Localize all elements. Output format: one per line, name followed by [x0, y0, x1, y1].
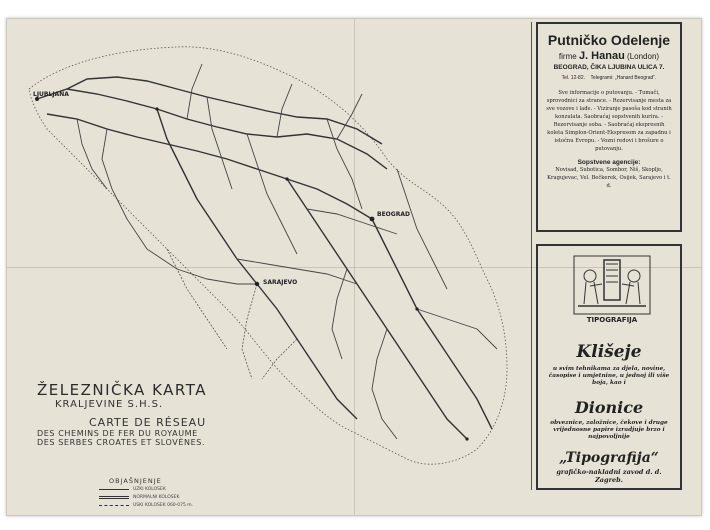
narrow-gauge-lines [167, 249, 297, 379]
printing-house-advertisement [536, 244, 682, 490]
column-divider [531, 22, 532, 490]
ad-print-kliseje-desc: u svim tehnikama za djela, novine, časopise i umjetnine, u jednoj ili više boja, kao i [548, 366, 670, 386]
ad-print-kliseje: Klišeje [576, 342, 642, 362]
ad-travel-body: Sve informacije o putovanju. - Tumači, sprovodnici za strance. - Rezervisanje mesta za sve vozove i lađe. - Viziranje pasoša kod stranih konzulata. Saobraćaj sopstvenih kurira. - Rezervisanje soba. - Saobraćaj ekspresnih koleta Simplon-Orient-Ekspresom za zapadnu i istočnu Evropu. - Vozni redovi i brošure o putovanju. [546, 90, 672, 152]
ad-travel-address: BEOGRAD, ČIKA LJUBINA ULICA 7. [553, 64, 665, 71]
printing-press-icon [572, 254, 652, 316]
map-title-french: CARTE DE RÉSEAU [89, 416, 207, 429]
ad-travel-heading: Putničko Odelenje [547, 32, 671, 48]
map-subtitle: KRALJEVINE S.H.S. [55, 399, 164, 410]
ad-travel-contacts [540, 75, 678, 81]
legend-label: UZKI KOLOSEK [133, 486, 166, 492]
ad-print-dionice-desc: obveznice, založnice, čekove i druge vrijednosne papire izradjuje brzo i najpovoljnije [550, 420, 668, 440]
legend-line-narrow [99, 489, 129, 490]
advertisement-column [536, 22, 688, 490]
ad-print-tipografija-desc: grafičko-nakladni zavod d. d. Zagreb. [556, 468, 662, 484]
printing-press-illustration [572, 254, 652, 336]
city-label-ljubljana: LJUBLJANA [33, 91, 69, 98]
map-title-french-line3: DES SERBES CROATES ET SLOVÈNES. [37, 438, 206, 447]
ad-travel-agencies-title: Sopstvene agencije: [577, 159, 641, 166]
tipografija-badge: TIPOGRAFIJA [586, 316, 638, 324]
ad-travel-firm-name: J. Hanau [578, 50, 625, 62]
legend-line-normal [99, 496, 129, 499]
legend-row [99, 485, 249, 493]
ad-travel-firm-prefix: firme [558, 52, 577, 61]
ad-travel-telegram: Telegrami: „Hanard Beograd“. [590, 75, 657, 81]
ad-print-dionice: Dionice [574, 398, 644, 417]
legend-label: USKI KOLOSEK 060-075 m. [133, 502, 194, 508]
ad-travel-tel: Tel. 12-82. [561, 75, 585, 81]
ad-print-tipografija: „Tipografija“ [559, 450, 659, 466]
city-label-beograd: BEOGRAD [377, 211, 410, 218]
legend-title: OBJAŠNJENJE [109, 477, 162, 485]
map-title-block [37, 381, 277, 447]
map-legend [99, 477, 249, 509]
ad-travel-firm [540, 50, 678, 62]
legend-label: NORMALNI KOLOSEK [133, 494, 180, 500]
legend-row [99, 501, 249, 509]
map-title: ŽELEZNIČKA KARTA [37, 381, 208, 399]
travel-agency-advertisement [536, 22, 682, 232]
city-label-sarajevo: SARAJEVO [263, 279, 298, 286]
ad-travel-agencies: Novisad, Subotica, Sombor, Niš, Skoplje, Kragujevac, Vel. Bečkerek, Osijek, Sarajevo i t. d. [547, 167, 671, 189]
legend-line-dashed [99, 505, 129, 506]
ad-travel-firm-suffix: (London) [627, 52, 660, 61]
legend-row [99, 493, 249, 501]
map-title-french-line2: DES CHEMINS DE FER DU ROYAUME [37, 429, 198, 438]
